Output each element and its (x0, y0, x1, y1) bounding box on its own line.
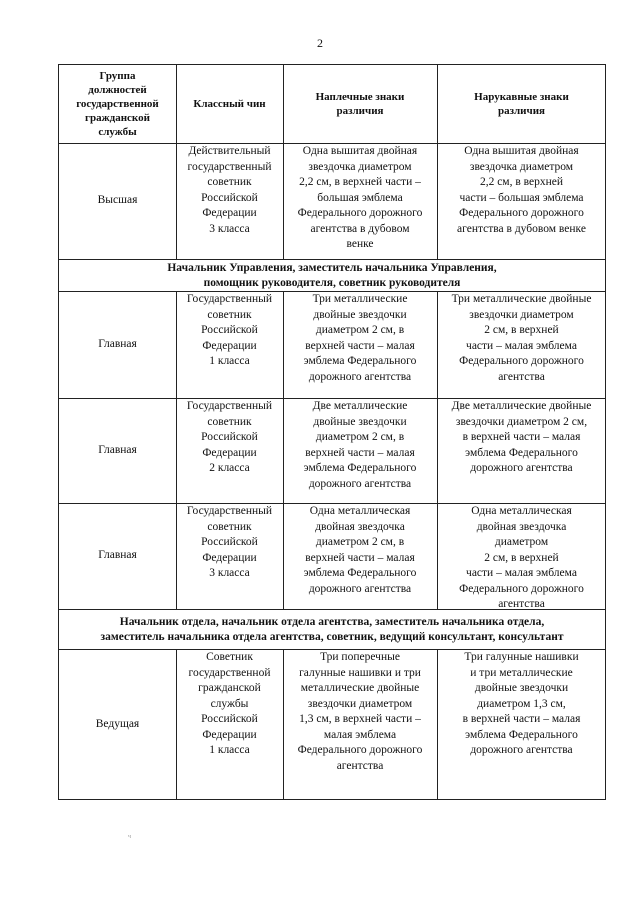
row-highest-rank: Действительный государственный советник Российской Федерации 3 класса (187, 145, 272, 235)
row-main-2-shoulder: Две металлические двойные звездочки диаметром 2 см, в верхней части – малая эмблема Федерального дорожного агентства (303, 400, 417, 490)
row-main-2-sleeve: Две металлические двойные звездочки диаметром 2 см, в верхней части – малая эмблема Федерального дорожного агентства (451, 400, 592, 474)
row-highest-sleeve: Одна вышитая двойная звездочка диаметром 2,2 см, в верхней части – большая эмблема Федерального дорожного агентства в дубовом венке (457, 145, 586, 235)
row-main-1-group: Главная (98, 337, 137, 350)
row-leading-sleeve: Три галунные нашивки и три металлические двойные звездочки диаметром 1,3 см, в верхней части – малая эмблема Федерального дорожного агентства (462, 651, 581, 756)
row-main-3-rank: Государственный советник Российской Федерации 3 класса (186, 505, 273, 579)
row-main-1-rank: Государственный советник Российской Федерации 1 класса (186, 293, 273, 367)
header-sleeve: Нарукавные знаки различия (474, 91, 569, 117)
page-number: 2 (317, 36, 323, 50)
row-main-2-rank: Государственный советник Российской Федерации 2 класса (186, 400, 273, 474)
row-main-3-group: Главная (98, 549, 137, 562)
row-leading-shoulder: Три поперечные галунные нашивки и три металлические двойные звездочки диаметром 1,3 см, в верхней части – малая эмблема Федерального дорожного агентства (297, 651, 423, 772)
section-heading-management: Начальник Управления, заместитель начальника Управления, помощник руководителя, советник руководителя (167, 261, 497, 289)
section-heading-departments: Начальник отдела, начальник отдела агентства, заместитель начальника отдела, заместитель начальника отдела агентства, советник, ведущий консультант, консультант (100, 615, 564, 643)
row-main-1-sleeve: Три металлические двойные звездочки диаметром 2 см, в верхней части – малая эмблема Федерального дорожного агентства (451, 293, 592, 383)
header-shoulder: Наплечные знаки различия (315, 91, 405, 117)
row-leading-group: Ведущая (95, 717, 140, 730)
row-main-1-shoulder: Три металлические двойные звездочки диаметром 2 см, в верхней части – малая эмблема Федерального дорожного агентства (303, 293, 417, 383)
row-leading-rank: Советник государственной гражданской службы Российской Федерации 1 класса (188, 651, 271, 756)
row-main-3-sleeve: Одна металлическая двойная звездочка диаметром 2 см, в верхней части – малая эмблема Федерального дорожного агентства (459, 505, 584, 610)
header-group: Группа должностей государственной гражданской службы (76, 70, 159, 138)
insignia-table (58, 64, 606, 800)
row-highest-shoulder: Одна вышитая двойная звездочка диаметром 2,2 см, в верхней части – большая эмблема Федерального дорожного агентства в дубовом венке (297, 145, 423, 250)
header-rank: Классный чин (193, 98, 266, 110)
row-main-3-shoulder: Одна металлическая двойная звездочка диаметром 2 см, в верхней части – малая эмблема Федерального дорожного агентства (303, 505, 417, 595)
scan-mark: ч (128, 834, 132, 840)
row-main-2-group: Главная (98, 443, 137, 456)
row-highest-group: Высшая (97, 194, 138, 207)
